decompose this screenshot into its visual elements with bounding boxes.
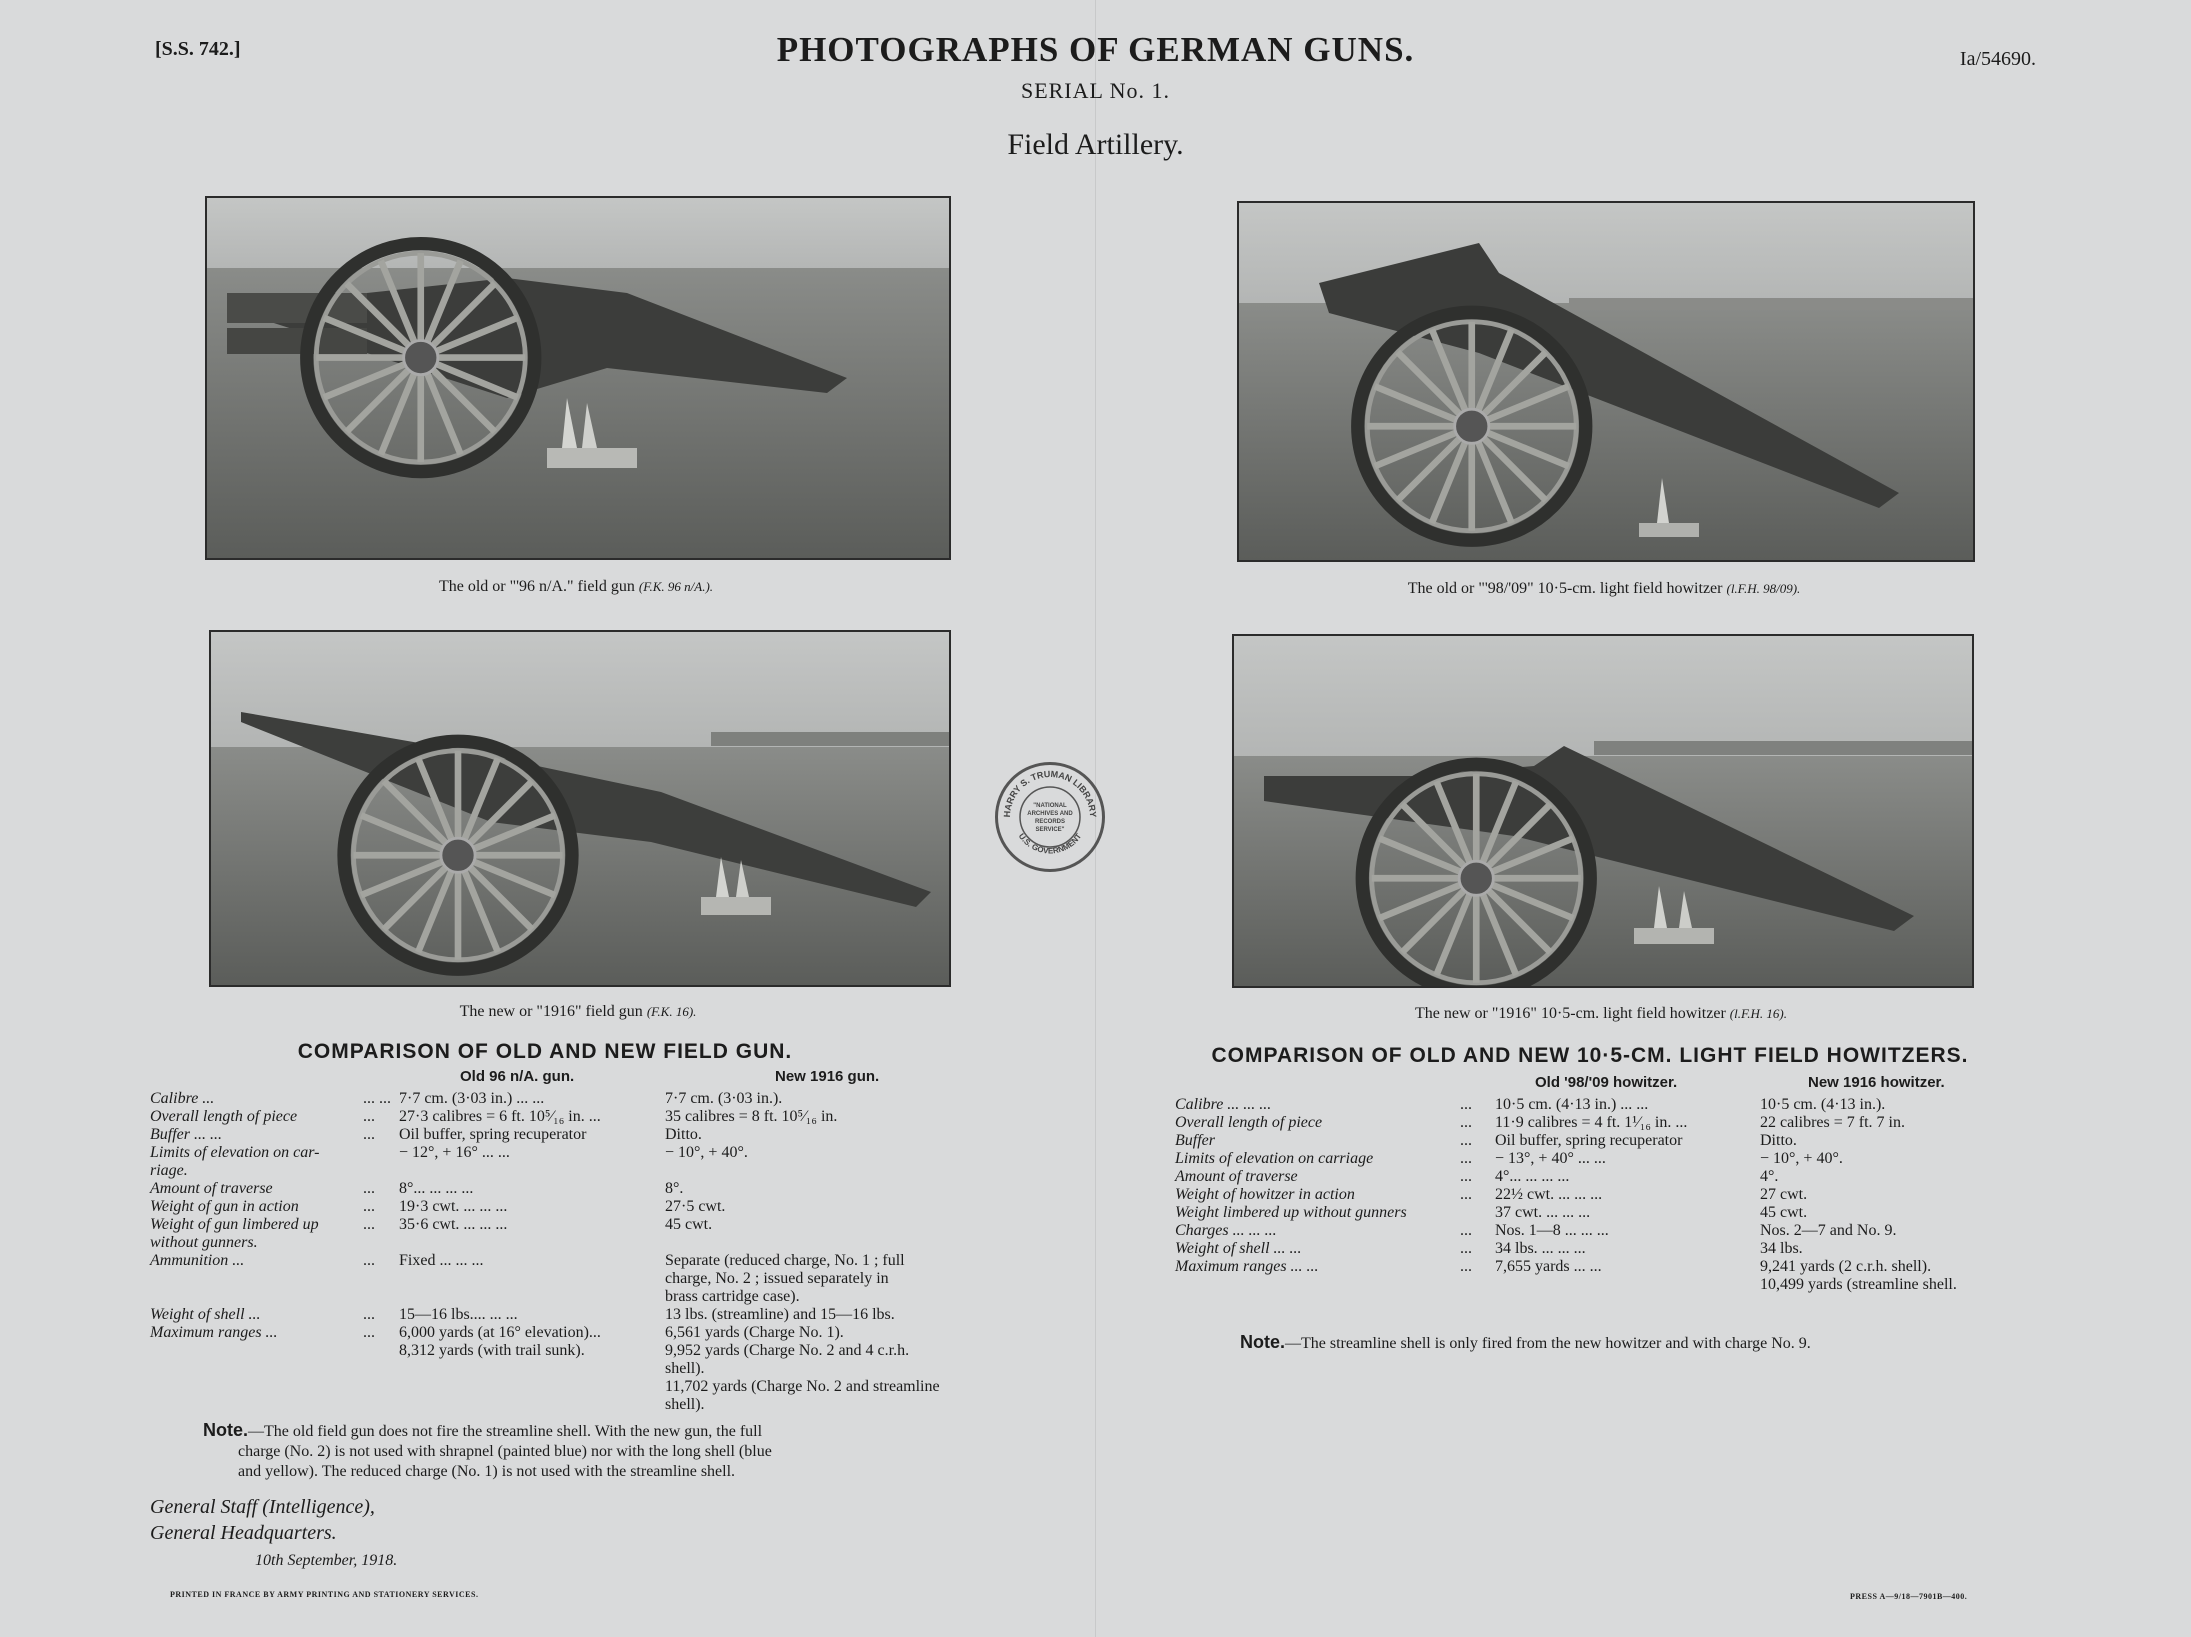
gun-note-head: Note. [203, 1420, 248, 1440]
row-leader-dots: ... [1460, 1150, 1472, 1167]
signature-line-1: General Staff (Intelligence), [150, 1496, 375, 1518]
row-leader-dots: ... [1460, 1186, 1472, 1203]
table-row [150, 1108, 1030, 1126]
row-label: Weight of gun limbered up [150, 1216, 319, 1233]
row-new-value: 7·7 cm. (3·03 in.). [665, 1090, 783, 1107]
row-old-value: − 12°, + 16° ... ... [399, 1144, 510, 1161]
row-new-value: 45 cwt. [665, 1216, 713, 1233]
row-new-value: 10,499 yards (streamline shell. [1760, 1276, 1957, 1293]
photo-caption-field-gun-1916: The new or "1916" field gun (F.K. 16). [459, 1003, 697, 1020]
stamp-top-text: HARRY S. TRUMAN LIBRARY [1001, 768, 1099, 818]
row-new-value: 8°. [665, 1180, 684, 1197]
row-leader-dots: ... [1460, 1222, 1472, 1239]
row-old-value: Oil buffer, spring recuperator [399, 1126, 587, 1143]
printer-imprint: PRINTED IN FRANCE BY ARMY PRINTING AND STATIONERY SERVICES. [170, 1590, 479, 1599]
table-row [150, 1126, 1030, 1144]
row-old-value: 11·9 calibres = 4 ft. 1¹⁄₁₆ in. ... [1495, 1114, 1688, 1131]
row-leader-dots: ... [363, 1216, 375, 1233]
row-label: riage. [150, 1162, 188, 1179]
row-old-value: 7,655 yards ... ... [1495, 1258, 1602, 1275]
serial-number: SERIAL No. 1. [1020, 78, 1171, 103]
row-old-value: 6,000 yards (at 16° elevation)... [399, 1324, 601, 1341]
row-new-value: 22 calibres = 7 ft. 7 in. [1760, 1114, 1905, 1131]
photo-howitzer-1916 [1232, 634, 1974, 988]
table-row [1175, 1204, 2025, 1222]
photo-field-gun-96 [205, 196, 951, 560]
row-leader-dots: ... [1460, 1240, 1472, 1257]
row-old-value: Nos. 1—8 ... ... ... [1495, 1222, 1609, 1239]
table-row [1175, 1222, 2025, 1240]
row-label: Charges ... ... ... [1175, 1222, 1277, 1239]
row-leader-dots: ... [363, 1252, 375, 1269]
table-row [150, 1090, 1030, 1108]
row-label: Maximum ranges ... ... [1175, 1258, 1319, 1275]
row-label: Weight of shell ... ... [1175, 1240, 1302, 1257]
howitzer-note-text: —The streamline shell is only fired from the new howitzer and with charge No. 9. [1285, 1335, 1811, 1352]
page-title: PHOTOGRAPHS OF GERMAN GUNS. [776, 30, 1415, 69]
row-old-value: 10·5 cm. (4·13 in.) ... ... [1495, 1096, 1649, 1113]
table-row [1175, 1096, 2025, 1114]
gun-comparison-table [150, 1090, 1030, 1420]
row-old-value: − 13°, + 40° ... ... [1495, 1150, 1606, 1167]
table-row [150, 1324, 1030, 1342]
table-row [1175, 1258, 2025, 1276]
row-old-value: 4°... ... ... ... [1495, 1168, 1570, 1185]
row-label: Maximum ranges ... [150, 1324, 278, 1341]
row-leader-dots: ... [363, 1324, 375, 1341]
row-new-value: Ditto. [665, 1126, 702, 1143]
gun-note-line: —The old field gun does not fire the streamline shell. With the new gun, the full [248, 1423, 763, 1440]
row-label: Limits of elevation on carriage [1175, 1150, 1374, 1167]
photo-caption-field-gun-96: The old or "'96 n/A." field gun (F.K. 96 n/A.). [438, 578, 714, 595]
row-new-value: shell). [665, 1360, 705, 1377]
row-new-value: brass cartridge case). [665, 1288, 800, 1305]
row-new-value: 27 cwt. [1760, 1186, 1808, 1203]
row-old-value: 8,312 yards (with trail sunk). [399, 1342, 585, 1359]
howitzer-comparison-table [1175, 1096, 2025, 1306]
row-new-value: shell). [665, 1396, 705, 1413]
row-new-value: − 10°, + 40°. [1760, 1150, 1843, 1167]
row-label: Buffer ... ... [150, 1126, 222, 1143]
section-subtitle: Field Artillery. [1007, 128, 1184, 161]
row-new-value: 45 cwt. [1760, 1204, 1808, 1221]
table-row [150, 1342, 1030, 1360]
row-old-value: 15—16 lbs.... ... ... [399, 1306, 518, 1323]
howitzer-note [1240, 1332, 2040, 1354]
row-new-value: 9,241 yards (2 c.r.h. shell). [1760, 1258, 1932, 1275]
table-row [150, 1252, 1030, 1270]
row-old-value: 7·7 cm. (3·03 in.) ... ... [399, 1090, 545, 1107]
row-label: Ammunition ... [150, 1252, 245, 1269]
row-new-value: 13 lbs. (streamline) and 15—16 lbs. [665, 1306, 895, 1323]
row-leader-dots: ... [363, 1180, 375, 1197]
row-new-value: Separate (reduced charge, No. 1 ; full [665, 1252, 905, 1269]
row-label: Overall length of piece [1175, 1114, 1323, 1131]
row-label: Weight of gun in action [150, 1198, 299, 1215]
table-row [150, 1234, 1030, 1252]
howitzer-col-new-header: New 1916 howitzer. [1808, 1074, 1945, 1091]
table-row [1175, 1114, 2025, 1132]
row-new-value: Ditto. [1760, 1132, 1797, 1149]
table-row [150, 1198, 1030, 1216]
table-row [150, 1288, 1030, 1306]
row-old-value: 19·3 cwt. ... ... ... [399, 1198, 508, 1215]
row-new-value: 6,561 yards (Charge No. 1). [665, 1324, 844, 1341]
row-old-value: 22½ cwt. ... ... ... [1495, 1186, 1603, 1203]
row-label: Calibre ... ... ... [1175, 1096, 1272, 1113]
row-label: Amount of traverse [150, 1180, 273, 1197]
reference-number-right: Ia/54690. [1959, 48, 2036, 70]
row-leader-dots: ... [363, 1126, 375, 1143]
gun-col-old-header: Old 96 n/A. gun. [460, 1068, 575, 1085]
row-leader-dots: ... [1460, 1114, 1472, 1131]
row-label: Weight of howitzer in action [1175, 1186, 1355, 1203]
table-row [150, 1360, 1030, 1378]
table-row [1175, 1150, 2025, 1168]
signature-line-2: General Headquarters. [150, 1522, 337, 1544]
row-label: Overall length of piece [150, 1108, 298, 1125]
gun-col-new-header: New 1916 gun. [775, 1068, 880, 1085]
photo-caption-howitzer-1916: The new or "1916" 10·5-cm. light field howitzer (l.F.H. 16). [1415, 1005, 1787, 1022]
row-new-value: 27·5 cwt. [665, 1198, 726, 1215]
howitzer-note-head: Note. [1240, 1332, 1285, 1352]
row-label: Limits of elevation on car- [150, 1144, 320, 1161]
photo-howitzer-98-09 [1237, 201, 1975, 562]
photo-field-gun-1916 [209, 630, 951, 987]
stamp-line: "NATIONAL [1033, 803, 1067, 809]
row-leader-dots: ... [363, 1198, 375, 1215]
gun-note-line: and yellow). The reduced charge (No. 1) is not used with the streamline shell. [238, 1463, 736, 1480]
row-leader-dots: ... [1460, 1132, 1472, 1149]
howitzer-col-old-header: Old '98/'09 howitzer. [1535, 1074, 1678, 1091]
row-label: Weight limbered up without gunners [1175, 1204, 1407, 1221]
row-leader-dots: ... [1460, 1096, 1472, 1113]
row-label: Weight of shell ... [150, 1306, 261, 1323]
row-old-value: Fixed ... ... ... [399, 1252, 484, 1269]
table-row [150, 1378, 1030, 1396]
row-old-value: 8°... ... ... ... [399, 1180, 474, 1197]
row-leader-dots: ... ... [363, 1090, 391, 1107]
row-leader-dots: ... [1460, 1258, 1472, 1275]
photo-caption-howitzer-98-09: The old or "'98/'09" 10·5-cm. light field howitzer (l.F.H. 98/09). [1407, 580, 1801, 597]
row-label: Amount of traverse [1175, 1168, 1298, 1185]
row-new-value: 9,952 yards (Charge No. 2 and 4 c.r.h. [665, 1342, 910, 1359]
row-label: Calibre ... [150, 1090, 215, 1107]
gun-note [150, 1420, 970, 1482]
press-code: PRESS A—9/18—7901B—400. [1850, 1592, 1968, 1601]
row-label: Buffer [1175, 1132, 1215, 1149]
archive-stamp [995, 762, 1105, 872]
stamp-line: RECORDS [1034, 819, 1066, 825]
row-new-value: 35 calibres = 8 ft. 10⁵⁄₁₆ in. [665, 1108, 838, 1125]
stamp-line: SERVICE" [1035, 827, 1065, 833]
row-new-value: 34 lbs. [1760, 1240, 1803, 1257]
table-row [150, 1396, 1030, 1414]
row-new-value: 4°. [1760, 1168, 1779, 1185]
row-old-value: 35·6 cwt. ... ... ... [399, 1216, 508, 1233]
table-row [150, 1162, 1030, 1180]
table-row [1175, 1276, 2025, 1294]
howitzer-comparison-title: COMPARISON OF OLD AND NEW 10·5-CM. LIGHT FIELD HOWITZERS. [1211, 1044, 1969, 1067]
stamp-line: ARCHIVES AND [1027, 811, 1073, 817]
reference-number-left: [S.S. 742.] [155, 38, 241, 60]
row-new-value: Nos. 2—7 and No. 9. [1760, 1222, 1897, 1239]
table-row [1175, 1240, 2025, 1258]
gun-comparison-title: COMPARISON OF OLD AND NEW FIELD GUN. [297, 1040, 793, 1063]
row-leader-dots: ... [363, 1108, 375, 1125]
row-new-value: charge, No. 2 ; issued separately in [665, 1270, 889, 1287]
row-label: without gunners. [150, 1234, 258, 1251]
table-row [150, 1270, 1030, 1288]
table-row [1175, 1168, 2025, 1186]
row-leader-dots: ... [363, 1306, 375, 1323]
row-old-value: 34 lbs. ... ... ... [1495, 1240, 1586, 1257]
row-old-value: 37 cwt. ... ... ... [1495, 1204, 1591, 1221]
row-old-value: 27·3 calibres = 6 ft. 10⁵⁄₁₆ in. ... [399, 1108, 601, 1125]
table-row [150, 1306, 1030, 1324]
stamp-bottom-text: U.S. GOVERNMENT [1016, 831, 1084, 856]
row-new-value: 11,702 yards (Charge No. 2 and streamline [665, 1378, 940, 1395]
table-row [150, 1180, 1030, 1198]
table-row [1175, 1132, 2025, 1150]
signature-date: 10th September, 1918. [255, 1552, 398, 1569]
gun-note-line: charge (No. 2) is not used with shrapnel (painted blue) nor with the long shell (blue [238, 1443, 772, 1460]
table-row [150, 1216, 1030, 1234]
row-new-value: 10·5 cm. (4·13 in.). [1760, 1096, 1886, 1113]
row-new-value: − 10°, + 40°. [665, 1144, 748, 1161]
row-leader-dots: ... [1460, 1168, 1472, 1185]
table-row [150, 1144, 1030, 1162]
table-row [1175, 1186, 2025, 1204]
row-old-value: Oil buffer, spring recuperator [1495, 1132, 1683, 1149]
